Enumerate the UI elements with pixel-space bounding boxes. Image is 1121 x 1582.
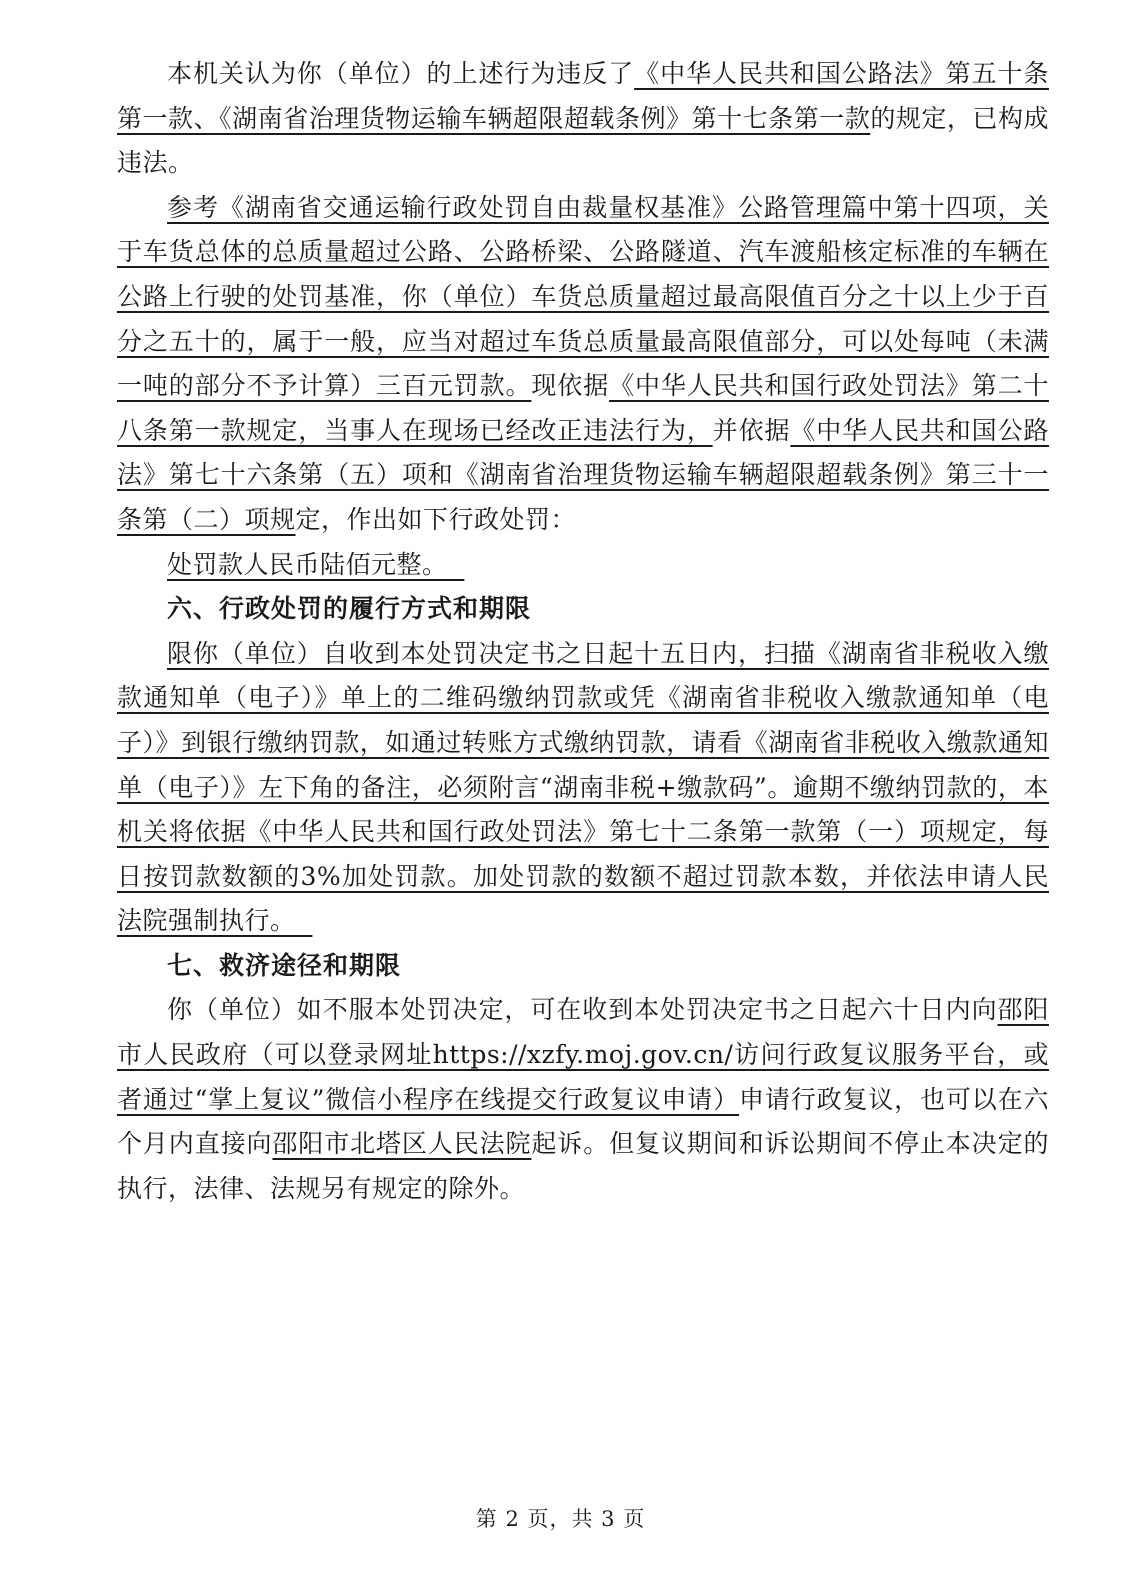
text-segment: 的规定，已构成违法。 <box>117 103 1049 178</box>
paragraph-penalty-amount <box>117 543 1049 588</box>
underlined-court-name: 邵阳市北塔区人民法院 <box>272 1129 532 1159</box>
section-heading-seven: 七、救济途径和期限 <box>167 950 402 980</box>
text-segment: 申请行政复议，也可以在六个月内直接向 <box>117 1084 1049 1159</box>
underlined-payment-instructions: 限你（单位）自收到本处罚决定书之日起十五日内，扫描《湖南省非税收入缴款通知单（电子）》单上的二维码缴纳罚款或凭《湖南省非税收入缴款通知单（电子）》到银行缴纳罚款，如通过转账方式缴纳罚款，请看《湖南省非税收入缴款通知单（电子）》左下角的备注，必须附言“湖南非税+缴款码”。逾期不缴纳罚款的，本机关将依据《中华人民共和国行政处罚法》第七十二条第一款第（一）项规定，每日按罚款数额的3%加处罚款。加处罚款的数额不超过罚款本数，并依法申请人民法院强制执行。 <box>117 638 1049 936</box>
paragraph-payment-method <box>117 632 1049 944</box>
underlined-law-reference: 《中华人民共和国公路法》第七十六条第（五）项和《湖南省治理货物运输车辆超限超载条例》第三十一条第（二）项规 <box>117 415 1049 534</box>
document-body <box>117 52 1049 1211</box>
paragraph-violation <box>117 52 1049 186</box>
underlined-penalty-standard: 参考《湖南省交通运输行政处罚自由裁量权基准》公路管理篇中第十四项，关于车货总体的总质量超过公路、公路桥梁、公路隧道、汽车渡船核定标准的车辆在公路上行驶的处罚基准，你（单位）车货总质量超过最高限值百分之十以上少于百分之五十的，属于一般，应当对超过车货总质量最高限值部分，可以处每吨（未满一吨的部分不予计算）三百元罚款。 <box>117 192 1049 401</box>
paragraph-penalty-basis <box>117 186 1049 543</box>
section-heading-six: 六、行政处罚的履行方式和期限 <box>167 594 532 624</box>
paragraph-remedy <box>117 988 1049 1211</box>
text-segment: 定，作出如下行政处罚： <box>295 504 577 534</box>
underlined-law-reference: 《中华人民共和国公路法》第五十条第一款、《湖南省治理货物运输车辆超限超载条例》第十七条第一款 <box>117 59 1049 133</box>
text-segment: 现依据 <box>531 371 610 401</box>
text-segment: 本机关认为你（单位）的上述行为违反了 <box>167 59 635 88</box>
page-number-footer: 第 2 页，共 3 页 <box>475 1507 646 1531</box>
text-segment: 并依据 <box>712 415 791 445</box>
text-segment: 你（单位）如不服本处罚决定，可在收到本处罚决定书之日起六十日内向 <box>167 995 998 1025</box>
text-segment: 起诉。但复议期间和诉讼期间不停止本决定的执行，法律、法规另有规定的除外。 <box>117 1129 1049 1203</box>
underlined-review-authority: 邵阳市人民政府（可以登录网址https://xzfy.moj.gov.cn/访问行政复议服务平台，或者通过“掌上复议”微信小程序在线提交行政复议申请） <box>117 995 1049 1114</box>
underlined-law-reference: 《中华人民共和国行政处罚法》第二十八条第一款规定，当事人在现场已经改正违法行为， <box>117 371 1049 445</box>
underlined-penalty-amount: 处罚款人民币陆佰元整。 <box>167 549 465 579</box>
